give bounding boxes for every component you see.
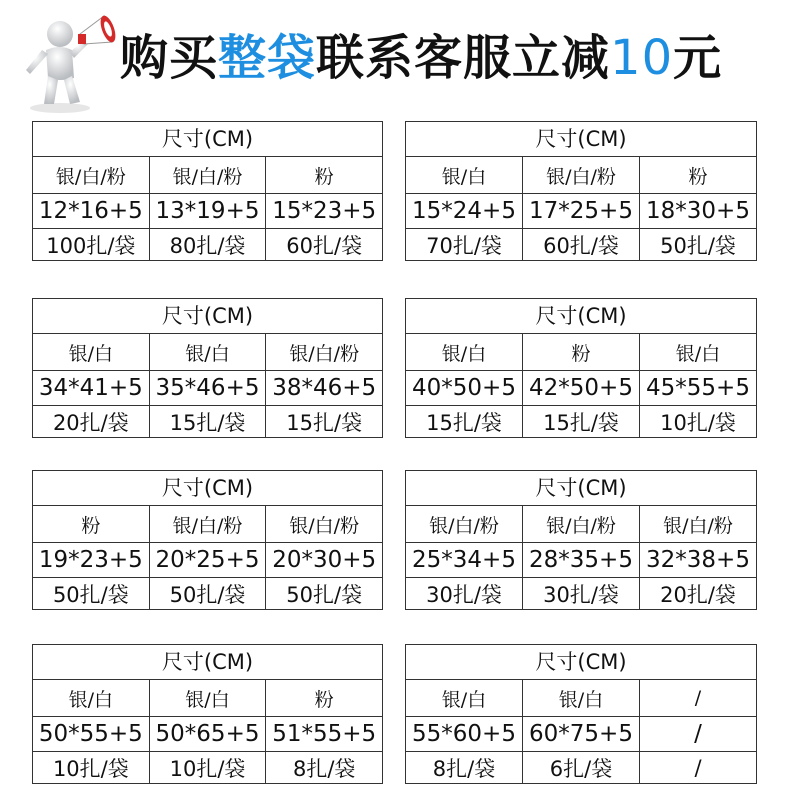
table-title: 尺寸(CM) xyxy=(406,471,756,506)
size-table xyxy=(32,121,383,261)
pack-cell: 15扎/袋 xyxy=(426,410,502,435)
headline-amount: 10 xyxy=(610,30,674,86)
size-cell: 15*23+5 xyxy=(265,194,382,228)
color-cell: 粉 xyxy=(265,157,382,193)
pack-cell: / xyxy=(639,752,756,783)
table-title: 尺寸(CM) xyxy=(33,645,382,680)
size-cell: 55*60+5 xyxy=(412,721,516,747)
table-row xyxy=(406,717,756,751)
size-cell: 20*25+5 xyxy=(149,543,266,577)
pack-cell: 30扎/袋 xyxy=(522,578,639,609)
color-cell: 银/白 xyxy=(639,334,756,370)
pack-cell: 50扎/袋 xyxy=(265,578,382,609)
pack-cell: 30扎/袋 xyxy=(426,582,502,607)
color-cell: 银/白 xyxy=(149,680,266,716)
size-cell: 35*46+5 xyxy=(149,371,266,405)
table-row xyxy=(406,506,756,543)
pack-cell: 50扎/袋 xyxy=(149,578,266,609)
table-row xyxy=(33,157,382,194)
headline-part1: 购买 xyxy=(120,30,219,86)
table-row xyxy=(33,371,382,405)
pack-cell: 80扎/袋 xyxy=(149,229,266,260)
pack-cell: 60扎/袋 xyxy=(265,229,382,260)
color-cell: 银/白/粉 xyxy=(55,165,126,188)
size-cell: 15*24+5 xyxy=(412,198,516,224)
headline-unit: 元 xyxy=(673,30,723,86)
table-row xyxy=(406,405,756,437)
size-cell: 18*30+5 xyxy=(639,194,756,228)
size-cell: 38*46+5 xyxy=(265,371,382,405)
pack-cell: 8扎/袋 xyxy=(432,756,496,781)
table-row xyxy=(33,717,382,751)
size-cell: 60*75+5 xyxy=(522,717,639,751)
size-table xyxy=(405,644,757,784)
color-cell: 银/白 xyxy=(441,165,487,188)
megaphone-person-icon xyxy=(8,4,120,116)
table-title: 尺寸(CM) xyxy=(406,299,756,334)
size-cell: 25*34+5 xyxy=(412,547,516,573)
size-cell: 50*65+5 xyxy=(149,717,266,751)
table-row xyxy=(406,157,756,194)
color-cell: 粉 xyxy=(639,157,756,193)
table-row xyxy=(406,334,756,371)
table-row xyxy=(33,543,382,577)
pack-cell: 50扎/袋 xyxy=(639,229,756,260)
color-cell: / xyxy=(639,680,756,716)
color-cell: 银/白 xyxy=(441,342,487,365)
pack-cell: 15扎/袋 xyxy=(265,406,382,437)
size-cell: 12*16+5 xyxy=(38,198,143,224)
table-row xyxy=(33,680,382,717)
pack-cell: 20扎/袋 xyxy=(639,578,756,609)
color-cell: 银/白 xyxy=(441,688,487,711)
table-row xyxy=(406,228,756,260)
size-cell: 19*23+5 xyxy=(38,547,143,573)
pack-cell: 15扎/袋 xyxy=(149,406,266,437)
table-row xyxy=(406,194,756,228)
color-cell: 银/白 xyxy=(149,334,266,370)
pack-cell: 15扎/袋 xyxy=(522,406,639,437)
table-row xyxy=(33,334,382,371)
size-cell: 13*19+5 xyxy=(149,194,266,228)
size-table xyxy=(32,298,383,438)
table-title: 尺寸(CM) xyxy=(33,299,382,334)
size-cell: 50*55+5 xyxy=(38,721,143,747)
table-title: 尺寸(CM) xyxy=(33,122,382,157)
promo-headline xyxy=(120,28,722,88)
color-cell: 银/白/粉 xyxy=(522,157,639,193)
table-row xyxy=(33,405,382,437)
header-banner xyxy=(0,0,790,118)
color-cell: 银/白 xyxy=(68,342,114,365)
table-row xyxy=(406,751,756,783)
size-cell: 32*38+5 xyxy=(639,543,756,577)
size-cell: 20*30+5 xyxy=(265,543,382,577)
color-cell: 银/白/粉 xyxy=(149,157,266,193)
table-row xyxy=(406,680,756,717)
color-cell: 粉 xyxy=(265,680,382,716)
table-title: 尺寸(CM) xyxy=(33,471,382,506)
size-table xyxy=(405,470,757,610)
color-cell: 银/白 xyxy=(68,688,114,711)
table-row xyxy=(33,194,382,228)
table-row xyxy=(33,577,382,609)
table-title: 尺寸(CM) xyxy=(406,122,756,157)
table-row xyxy=(406,543,756,577)
pack-cell: 70扎/袋 xyxy=(426,233,502,258)
table-title: 尺寸(CM) xyxy=(406,645,756,680)
size-table xyxy=(405,121,757,261)
pack-cell: 100扎/袋 xyxy=(46,233,136,258)
color-cell: 粉 xyxy=(81,514,101,537)
color-cell: 银/白 xyxy=(522,680,639,716)
pack-cell: 20扎/袋 xyxy=(52,410,129,435)
size-cell: 45*55+5 xyxy=(639,371,756,405)
size-cell: 17*25+5 xyxy=(522,194,639,228)
pack-cell: 10扎/袋 xyxy=(639,406,756,437)
size-cell: 40*50+5 xyxy=(412,375,516,401)
size-cell: 34*41+5 xyxy=(38,375,143,401)
color-cell: 粉 xyxy=(522,334,639,370)
pack-cell: 10扎/袋 xyxy=(52,756,129,781)
table-row xyxy=(33,751,382,783)
pack-cell: 10扎/袋 xyxy=(149,752,266,783)
table-row xyxy=(406,371,756,405)
table-row xyxy=(33,228,382,260)
size-cell: 42*50+5 xyxy=(522,371,639,405)
headline-highlight: 整袋 xyxy=(218,30,317,86)
size-table xyxy=(405,298,757,438)
pack-cell: 50扎/袋 xyxy=(52,582,129,607)
pack-cell: 60扎/袋 xyxy=(522,229,639,260)
table-row xyxy=(33,506,382,543)
size-cell: / xyxy=(639,717,756,751)
table-row xyxy=(406,577,756,609)
size-table xyxy=(32,470,383,610)
color-cell: 银/白/粉 xyxy=(149,506,266,542)
size-cell: 51*55+5 xyxy=(265,717,382,751)
color-cell: 银/白/粉 xyxy=(265,506,382,542)
color-cell: 银/白/粉 xyxy=(265,334,382,370)
color-cell: 银/白/粉 xyxy=(522,506,639,542)
pack-cell: 6扎/袋 xyxy=(522,752,639,783)
size-table xyxy=(32,644,383,784)
headline-part2: 联系客服立减 xyxy=(316,30,611,86)
color-cell: 银/白/粉 xyxy=(429,514,499,537)
pack-cell: 8扎/袋 xyxy=(265,752,382,783)
size-cell: 28*35+5 xyxy=(522,543,639,577)
color-cell: 银/白/粉 xyxy=(639,506,756,542)
